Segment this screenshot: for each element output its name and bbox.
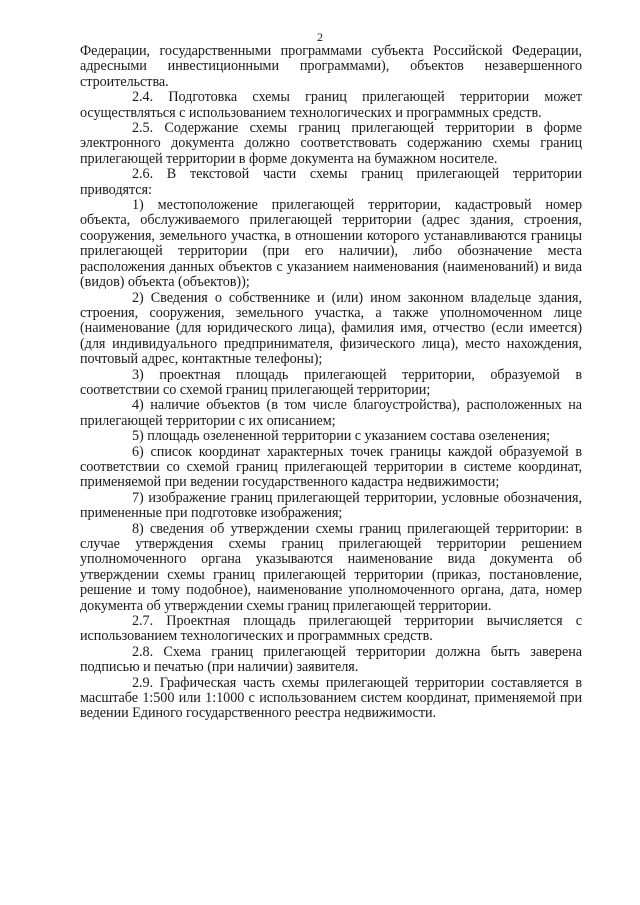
- list-item: 5) площадь озелененной территории с указанием состава озеленения;: [132, 428, 551, 445]
- paragraph: 2.7. Проектная площадь прилегающей территории вычисляется с использованием технологических и программных средств.: [80, 613, 582, 645]
- list-item: 6) список координат характерных точек границы каждой образуемой в соответствии со схемой границ прилегающей территории в системе координат, применяемой при ведении государственного кадастра недвижимости;: [80, 443, 582, 491]
- page-number: 2: [317, 30, 323, 44]
- paragraph: 2.9. Графическая часть схемы прилегающей территории составляется в масштабе 1:500 или 1:1000 с использованием систем координат, применяемой при ведении Единого государственного реестра недвижимости.: [80, 674, 582, 722]
- paragraph: 2.8. Схема границ прилегающей территории должна быть заверена подписью и печатью (при наличии) заявителя.: [80, 643, 582, 676]
- list-item: 1) местоположение прилегающей территории, кадастровый номер объекта, обслуживаемого прилегающей территории (адрес здания, строения, сооружения, земельного участка, в отношении которого устанавливаются границы прилегающей территории (при его наличии), либо обозначение места расположения данных объектов с указанием наименования (наименований) и вида (видов) объекта (объектов));: [80, 197, 582, 291]
- list-item: 8) сведения об утверждении схемы границ прилегающей территории: в случае утверждения схемы границ прилегающей территории решением уполномоченного органа указываются наименование вида документа об утверждении схемы границ прилегающей территории (приказ, постановление, решение и тому подобное), наименование уполномоченного органа, дата, номер документа об утверждении схемы границ прилегающей территории.: [80, 520, 582, 614]
- list-item: 7) изображение границ прилегающей территории, условные обозначения, примененные при подготовке изображения;: [80, 489, 582, 522]
- document-body: [80, 44, 582, 722]
- paragraph: 2.4. Подготовка схемы границ прилегающей территории может осуществляться с использованием технологических и программных средств.: [80, 89, 582, 121]
- paragraph: 2.5. Содержание схемы границ прилегающей территории в форме электронного документа должно соответствовать содержанию схемы границ прилегающей территории в форме документа на бумажном носителе.: [80, 120, 582, 167]
- paragraph: 2.6. В текстовой части схемы границ прилегающей территории приводятся:: [80, 166, 582, 198]
- paragraph: Федерации, государственными программами субъекта Российской Федерации, адресными инвестиционными программами), объектов незавершенного строительства.: [80, 43, 582, 90]
- list-item: 4) наличие объектов (в том числе благоустройства), расположенных на прилегающей территории с их описанием;: [80, 397, 582, 429]
- list-item: 2) Сведения о собственнике и (или) ином законном владельце здания, строения, сооружения, земельного участка, а также уполномоченном лице (наименование (для юридического лица), фамилия имя, отчество (если имеется) (для индивидуального предпринимателя, физического лица), место нахождения, почтовый адрес, контактные телефоны);: [80, 289, 582, 368]
- list-item: 3) проектная площадь прилегающей территории, образуемой в соответствии со схемой границ прилегающей территории;: [80, 366, 582, 398]
